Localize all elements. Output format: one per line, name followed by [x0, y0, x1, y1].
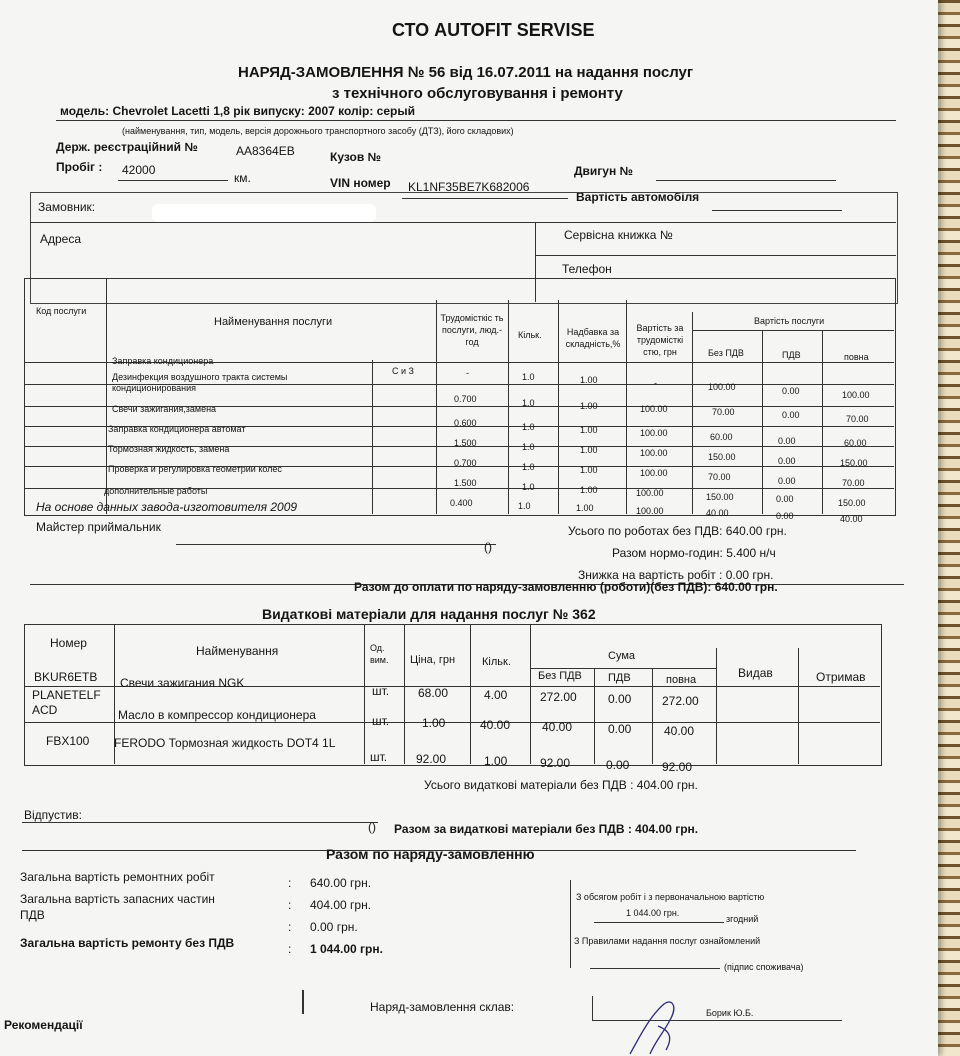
total-pay: Разом до оплати по наряду-замовленню (роботи)(без ПДВ): 640.00 грн.	[354, 580, 778, 594]
summary-colon: :	[288, 898, 292, 912]
customer-divider-2	[535, 255, 896, 256]
company-name: СТО AUTOFIT SERVISE	[392, 20, 595, 40]
col-labor-cost: Вартість за трудомісткі стю, грн	[636, 323, 684, 357]
composed-label: Наряд-замовлення склав:	[370, 1000, 515, 1014]
handwritten-signature	[620, 996, 700, 1056]
released-paren: ()	[368, 820, 376, 834]
col-mat-name: Найменування	[196, 644, 279, 658]
composer-tick	[302, 990, 304, 1014]
materials-total: Усього видаткові матеріали без ПДВ : 404.00 грн.	[424, 778, 698, 792]
summary-value-vat: 0.00 грн.	[310, 920, 358, 934]
col-mat-vat: ПДВ	[608, 672, 631, 684]
mileage-underline	[118, 180, 228, 181]
total-works: Усього по роботах без ПДВ: 640.00 грн.	[568, 524, 787, 538]
col-vat: ПДВ	[782, 350, 801, 360]
col-mat-unit: Од. вим.	[370, 643, 389, 665]
rules-text: З Правилами надання послуг ознайомлений	[574, 936, 761, 946]
recommendations-label: Рекомендації	[4, 1018, 83, 1032]
summary-title: Разом по наряду-замовленню	[326, 846, 535, 862]
col-mat-sum: Сума	[608, 650, 636, 662]
summary-colon: :	[288, 920, 292, 934]
summary-label-vat: ПДВ	[20, 908, 45, 922]
summary-label-parts: Загальна вартість запасних частин	[20, 892, 215, 906]
factory-note: На основе данных завода-изготовителя 2009	[36, 500, 298, 514]
mileage-label: Пробіг :	[56, 160, 103, 174]
mileage-value: 42000	[122, 163, 156, 177]
agreement-divider	[570, 880, 571, 968]
customer-label: Замовник:	[38, 200, 96, 214]
materials-total-bold: Разом за видаткові матеріали без ПДВ : 404.00 грн.	[394, 822, 699, 836]
col-mat-received: Отримав	[816, 670, 866, 684]
background-weave	[935, 0, 960, 1056]
order-subtitle: з технічного обслуговування і ремонту	[332, 85, 623, 102]
released-line	[22, 822, 378, 823]
vehicle-model-line: модель: Chevrolet Lacetti 1,8 рік випуску: 2007 колір: серый	[60, 104, 415, 118]
col-mat-issued: Видав	[738, 666, 773, 680]
reg-number-value: АА8364ЕВ	[236, 144, 295, 158]
vin-value: KL1NF35BE7K682006	[408, 180, 530, 194]
master-signature-line	[176, 544, 496, 545]
body-number-label: Кузов №	[330, 150, 381, 164]
vin-label: VIN номер	[330, 176, 391, 190]
summary-label-total: Загальна вартість ремонту без ПДВ	[20, 936, 235, 950]
col-labor: Трудомісткіс ть послуги, люд.-год	[440, 313, 504, 347]
col-qty: Кільк.	[518, 330, 542, 340]
master-paren: ()	[484, 540, 492, 554]
discount: Знижка на вартість робіт : 0.00 грн.	[578, 568, 774, 582]
agree-underline	[594, 922, 724, 923]
model-underline	[56, 120, 896, 121]
col-mat-qty: Кільк.	[482, 656, 511, 668]
customer-signature-line	[590, 968, 720, 969]
agree-text: З обсягом робіт і з первоначальною вартістю	[576, 892, 765, 902]
redacted-customer-name	[152, 204, 376, 222]
master-label: Майстер приймальник	[36, 520, 161, 534]
col-mat-full: повна	[666, 674, 697, 686]
summary-value-parts: 404.00 грн.	[310, 898, 372, 912]
order-title: НАРЯД-ЗАМОВЛЕННЯ № 56 від 16.07.2011 на надання послуг	[238, 64, 694, 81]
summary-label-works: Загальна вартість ремонтних робіт	[20, 870, 215, 884]
composer-name: Борик Ю.Б.	[706, 1008, 754, 1018]
mileage-unit: км.	[234, 171, 251, 185]
col-mat-price: Ціна, грн	[410, 654, 456, 666]
work-order-document: СТО AUTOFIT SERVISE НАРЯД-ЗАМОВЛЕННЯ № 56 від 16.07.2011 на надання послуг з технічного обслуговування і ремонту модель: Chevrolet Lacetti 1,8 рік випуску: 2007 колір: серый (найменування, тип, модель, версія дорожнього транспортного засобу (ДТЗ), його складових) Держ. реєстраційний № АА8364ЕВ Кузов № Двигун № Пробіг : 42000 км. VIN номер KL1NF35BE7K682006 Вартість автомобіля Замовник: Адреса Сервісна книжка № Телефон Код послуги Найменування послуги Трудомісткіс ть послуги, люд.-год Кільк. Надбавка за складність,% Вартість за трудомісткі стю, грн Вартість послуги Без ПДВ ПДВ повна Заправка кондиционера С и З - 1.0 1.00 - 100.00 0.00 100.00 Дезинфекция воздушного тракта системы кондиционирования 0.700 1.0 1.00 100.00 70.00 0.00 70.00 Свечи зажигания,замена 0.600 1.0 1.00 100.00 60.00 0.00 60.00 Заправка кондиционера автомат 1.500 1.0 1.00 100.00 150.00 0.00 150.00 Тормозная жидкость, замена 0.700 1.0 1.00 100.00 70.00 0.00 70.00 Проверка и регулировка геометрии колес 1.500 1.0 1.00 100.00 150.00 0.00 150.00 дополнительные работы 0.400 1.0 1.00 100.00 40.00 0.00 40.00 На основе данных завода-изготовителя 2009 Майстер приймальник () Усього по роботах без ПДВ: 640.00 грн. Разом нормо-годин: 5.400 н/ч Знижка на вартість робіт : 0.00 грн. Разом до оплати по наряду-замовленню (роботи)(без ПДВ): 640.00 грн. Видаткові матеріали для надання послуг № 362 Номер Найменування Од. вим. Ціна, грн Кільк. Сума Без ПДВ ПДВ повна Видав Отримав BKUR6ETB Свечи зажигания NGK шт. 68.00 4.00 272.00 0.00 272.00 PLANETELF ACD Масло в компрессор кондиционера шт. 1.00 40.00 40.00 0.00 40.00 FBX100 FERODO Тормозная жидкость DOT4 1L шт. 92.00 1.00 92.00 0.00 92.00 Усього видаткові матеріали без ПДВ : 404.00 грн. Відпустив: () Разом за видаткові матеріали без ПДВ : 404.00 грн. Разом по наряду-замовленню Загальна вартість ремонтних робіт : 640.00 грн. Загальна вартість запасних частин : 404.00 грн. ПДВ : 0.00 грн. Загальна вартість ремонту без ПДВ : 1 044.00 грн. З обсягом робіт і з первоначальною вартістю 1 044.00 грн. згодний З Правилами надання послуг ознайомлений (підпис споживача) Наряд-замовлення склав: Борик Ю.Б. Рекомендації	[0, 0, 938, 1056]
engine-number-label: Двигун №	[574, 164, 633, 178]
col-markup: Надбавка за складність,%	[565, 327, 621, 349]
col-service-name: Найменування послуги	[214, 316, 333, 328]
model-note: (найменування, тип, модель, версія дорожнього транспортного засобу (ДТЗ), його складових)	[122, 126, 514, 136]
customer-divider-1	[30, 222, 896, 223]
summary-value-total: 1 044.00 грн.	[310, 942, 383, 956]
col-code: Код послуги	[36, 306, 87, 316]
col-mat-no-vat: Без ПДВ	[538, 670, 582, 682]
reg-number-label: Держ. реєстраційний №	[56, 140, 198, 154]
materials-title: Видаткові матеріали для надання послуг № 362	[262, 606, 596, 622]
phone-label: Телефон	[562, 262, 612, 276]
address-label: Адреса	[40, 232, 82, 246]
norm-hours: Разом нормо-годин: 5.400 н/ч	[612, 546, 776, 560]
col-no-vat: Без ПДВ	[708, 348, 744, 358]
sign-label: (підпис споживача)	[724, 962, 804, 972]
summary-colon: :	[288, 876, 292, 890]
composer-bracket	[592, 996, 593, 1020]
summary-colon: :	[288, 942, 292, 956]
col-cost-group: Вартість послуги	[754, 316, 825, 326]
vehicle-cost-label: Вартість автомобіля	[576, 190, 700, 204]
engine-underline	[656, 180, 836, 181]
released-label: Відпустив:	[24, 808, 82, 822]
agree-word: згодний	[726, 914, 759, 924]
col-full: повна	[844, 352, 869, 362]
summary-value-works: 640.00 грн.	[310, 876, 372, 890]
service-book-label: Сервісна книжка №	[564, 228, 673, 242]
col-mat-number: Номер	[50, 636, 87, 650]
agree-amount: 1 044.00 грн.	[626, 908, 680, 918]
